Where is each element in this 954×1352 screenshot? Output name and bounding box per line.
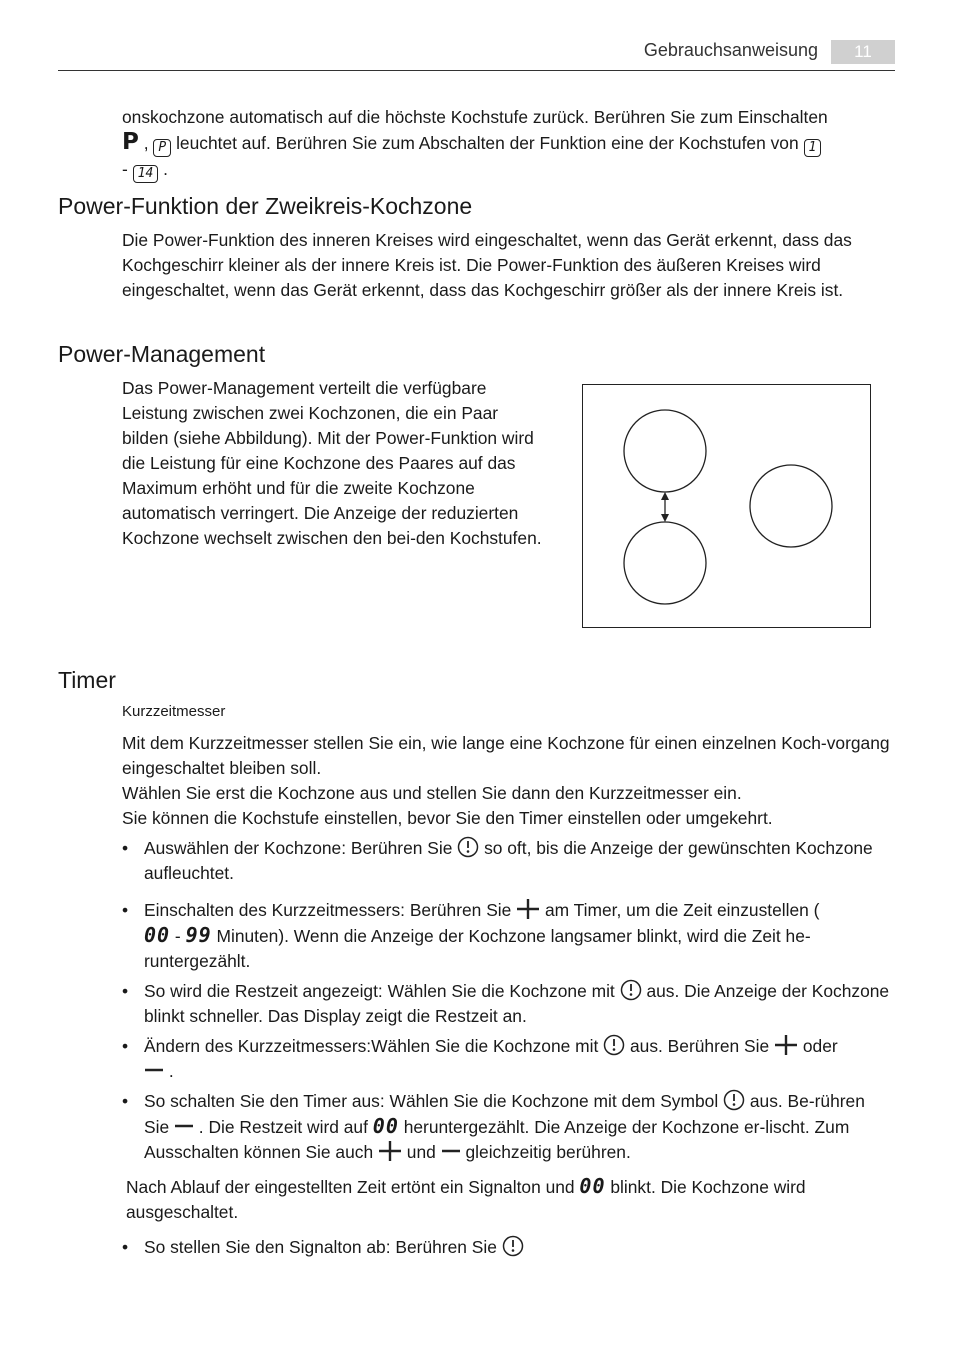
display-level-14: 14 [133, 165, 159, 183]
list-item-show-remaining [122, 979, 892, 1029]
text: Nach Ablauf der eingestellten Zeit ertönt ein Signalton und [126, 1177, 580, 1197]
text: so oft, bis die Anzeige der gewünschten Kochzone aufleuchtet. [144, 838, 873, 883]
heading-timer: Timer [58, 667, 116, 693]
page-number: 11 [831, 40, 895, 64]
timer-bullet-list [122, 836, 892, 1165]
cooking-zone-top-left [624, 410, 706, 492]
intro-dash: - [122, 159, 128, 179]
display-level-1: 1 [804, 139, 822, 157]
text: Berühren Sie [404, 900, 517, 920]
display-p-symbol: P [153, 139, 171, 157]
cooktop-diagram [583, 385, 869, 626]
minus-icon [441, 1140, 461, 1162]
power-p-symbol: P [122, 129, 139, 155]
cooking-zone-bottom-left [624, 522, 706, 604]
text: oder [798, 1036, 838, 1056]
text: aus. Be-rühren Sie [144, 1091, 865, 1137]
display-00: 00 [372, 1114, 399, 1138]
list-item-start-timer [122, 898, 892, 974]
paragraph-power-management: Das Power-Management verteilt die verfügbare Leistung zwischen zwei Kochzonen, die ein Paar bilden (siehe Abbildung). Mit der Power-Funktion wird die Leistung für eine Kochzone des Paares auf das Maximum erhöht und für die zweite Kochzone automatisch verringert. Die Anzeige der reduzierten Kochzone wechselt zwischen den bei-den Kochstufen. [122, 378, 542, 548]
intro-text-2: leuchtet auf. Berühren Sie zum Abschalten der Funktion eine der Kochstufen von [176, 133, 799, 153]
label-kurzzeitmesser: Kurzzeitmesser [122, 703, 226, 720]
plus-icon [516, 898, 540, 920]
term-start-timer: Einschalten des Kurzzeitmessers: [144, 900, 405, 920]
pairing-arrow [661, 492, 669, 522]
list-item-change-timer [122, 1034, 892, 1084]
timer-clock-icon [502, 1235, 524, 1257]
header-rule [58, 70, 895, 71]
plus-icon [774, 1034, 798, 1056]
heading-power-management: Power-Management [58, 341, 266, 367]
list-item-select-zone [122, 836, 892, 886]
text: . [164, 1061, 174, 1081]
timer-para-1: Mit dem Kurzzeitmesser stellen Sie ein, wie lange eine Kochzone für einen einzelnen Koch-vorgang eingeschaltet bleiben soll. [122, 733, 890, 778]
timer-clock-icon [620, 979, 642, 1001]
timer-intro [122, 731, 892, 831]
text: aus. Berühren Sie [625, 1036, 775, 1056]
text: Wählen Sie die Kochzone mit [371, 1036, 604, 1056]
paragraph-after-timer [126, 1174, 892, 1225]
text: . Die Restzeit wird auf [193, 1117, 373, 1137]
cooking-zone-right [750, 465, 832, 547]
intro-paragraph [122, 105, 897, 183]
term-change-timer: Ändern des Kurzzeitmessers: [144, 1036, 372, 1056]
term-signal-off: So stellen Sie den Signalton ab: [144, 1237, 391, 1257]
timer-clock-icon [723, 1089, 745, 1111]
intro-end: . [163, 159, 168, 179]
heading-power-zweikreis: Power-Funktion der Zweikreis-Kochzone [58, 193, 473, 219]
text: gleichzeitig berühren. [460, 1142, 631, 1162]
term-timer-off: So schalten Sie den Timer aus: [144, 1091, 385, 1111]
list-item-signal-off [122, 1235, 892, 1260]
paragraph-power-zweikreis: Die Power-Funktion des inneren Kreises wird eingeschaltet, wenn das Gerät erkennt, dass das Kochgeschirr kleiner als der innere Kreis ist. Die Power-Funktion des äußeren Kreises wird eingeschaltet, wenn das Gerät erkennt, dass das Kochgeschirr größer als der innere Kreis ist. [122, 230, 852, 300]
text: Wählen Sie die Kochzone mit dem Symbol [384, 1091, 724, 1111]
text: Berühren Sie [346, 838, 458, 858]
timer-para-2: Wählen Sie erst die Kochzone aus und stellen Sie dann den Kurzzeitmesser ein. [122, 783, 742, 803]
text: Wählen Sie die Kochzone mit [382, 981, 620, 1001]
display-99: 99 [185, 923, 212, 947]
display-00: 00 [144, 923, 171, 947]
display-00: 00 [579, 1174, 606, 1198]
timer-clock-icon [457, 836, 479, 858]
running-header-title: Gebrauchsanweisung [643, 40, 818, 60]
text: aus. Die Anzeige der Kochzone blinkt schneller. Das Display zeigt die Restzeit an. [144, 981, 890, 1026]
intro-text-1: onskochzone automatisch auf die höchste Kochstufe zurück. Berühren Sie zum Einschalten [122, 107, 828, 127]
intro-comma: , [143, 133, 149, 153]
signal-bullet-list [122, 1235, 892, 1260]
text: heruntergezählt. Die Anzeige der Kochzone er-lischt. Zum Ausschalten können Sie auch [144, 1117, 850, 1162]
text: - [170, 926, 186, 946]
text: blinkt. Die Kochzone wird ausgeschaltet. [126, 1177, 806, 1222]
text: am Timer, um die Zeit einzustellen ( [540, 900, 820, 920]
text: und [401, 1142, 441, 1162]
text: Minuten). Wenn die Anzeige der Kochzone langsamer blinkt, wird die Zeit he-runtergezählt. [144, 926, 811, 971]
term-select-zone: Auswählen der Kochzone: [144, 838, 347, 858]
timer-clock-icon [603, 1034, 625, 1056]
cooktop-figure [582, 384, 871, 628]
text: Berühren Sie [390, 1237, 502, 1257]
plus-icon [378, 1140, 402, 1162]
list-item-timer-off [122, 1089, 892, 1165]
timer-para-3: Sie können die Kochstufe einstellen, bevor Sie den Timer einstellen oder umgekehrt. [122, 808, 773, 828]
minus-icon [174, 1115, 194, 1137]
term-show-remaining: So wird die Restzeit angezeigt: [144, 981, 383, 1001]
minus-icon [144, 1059, 164, 1081]
